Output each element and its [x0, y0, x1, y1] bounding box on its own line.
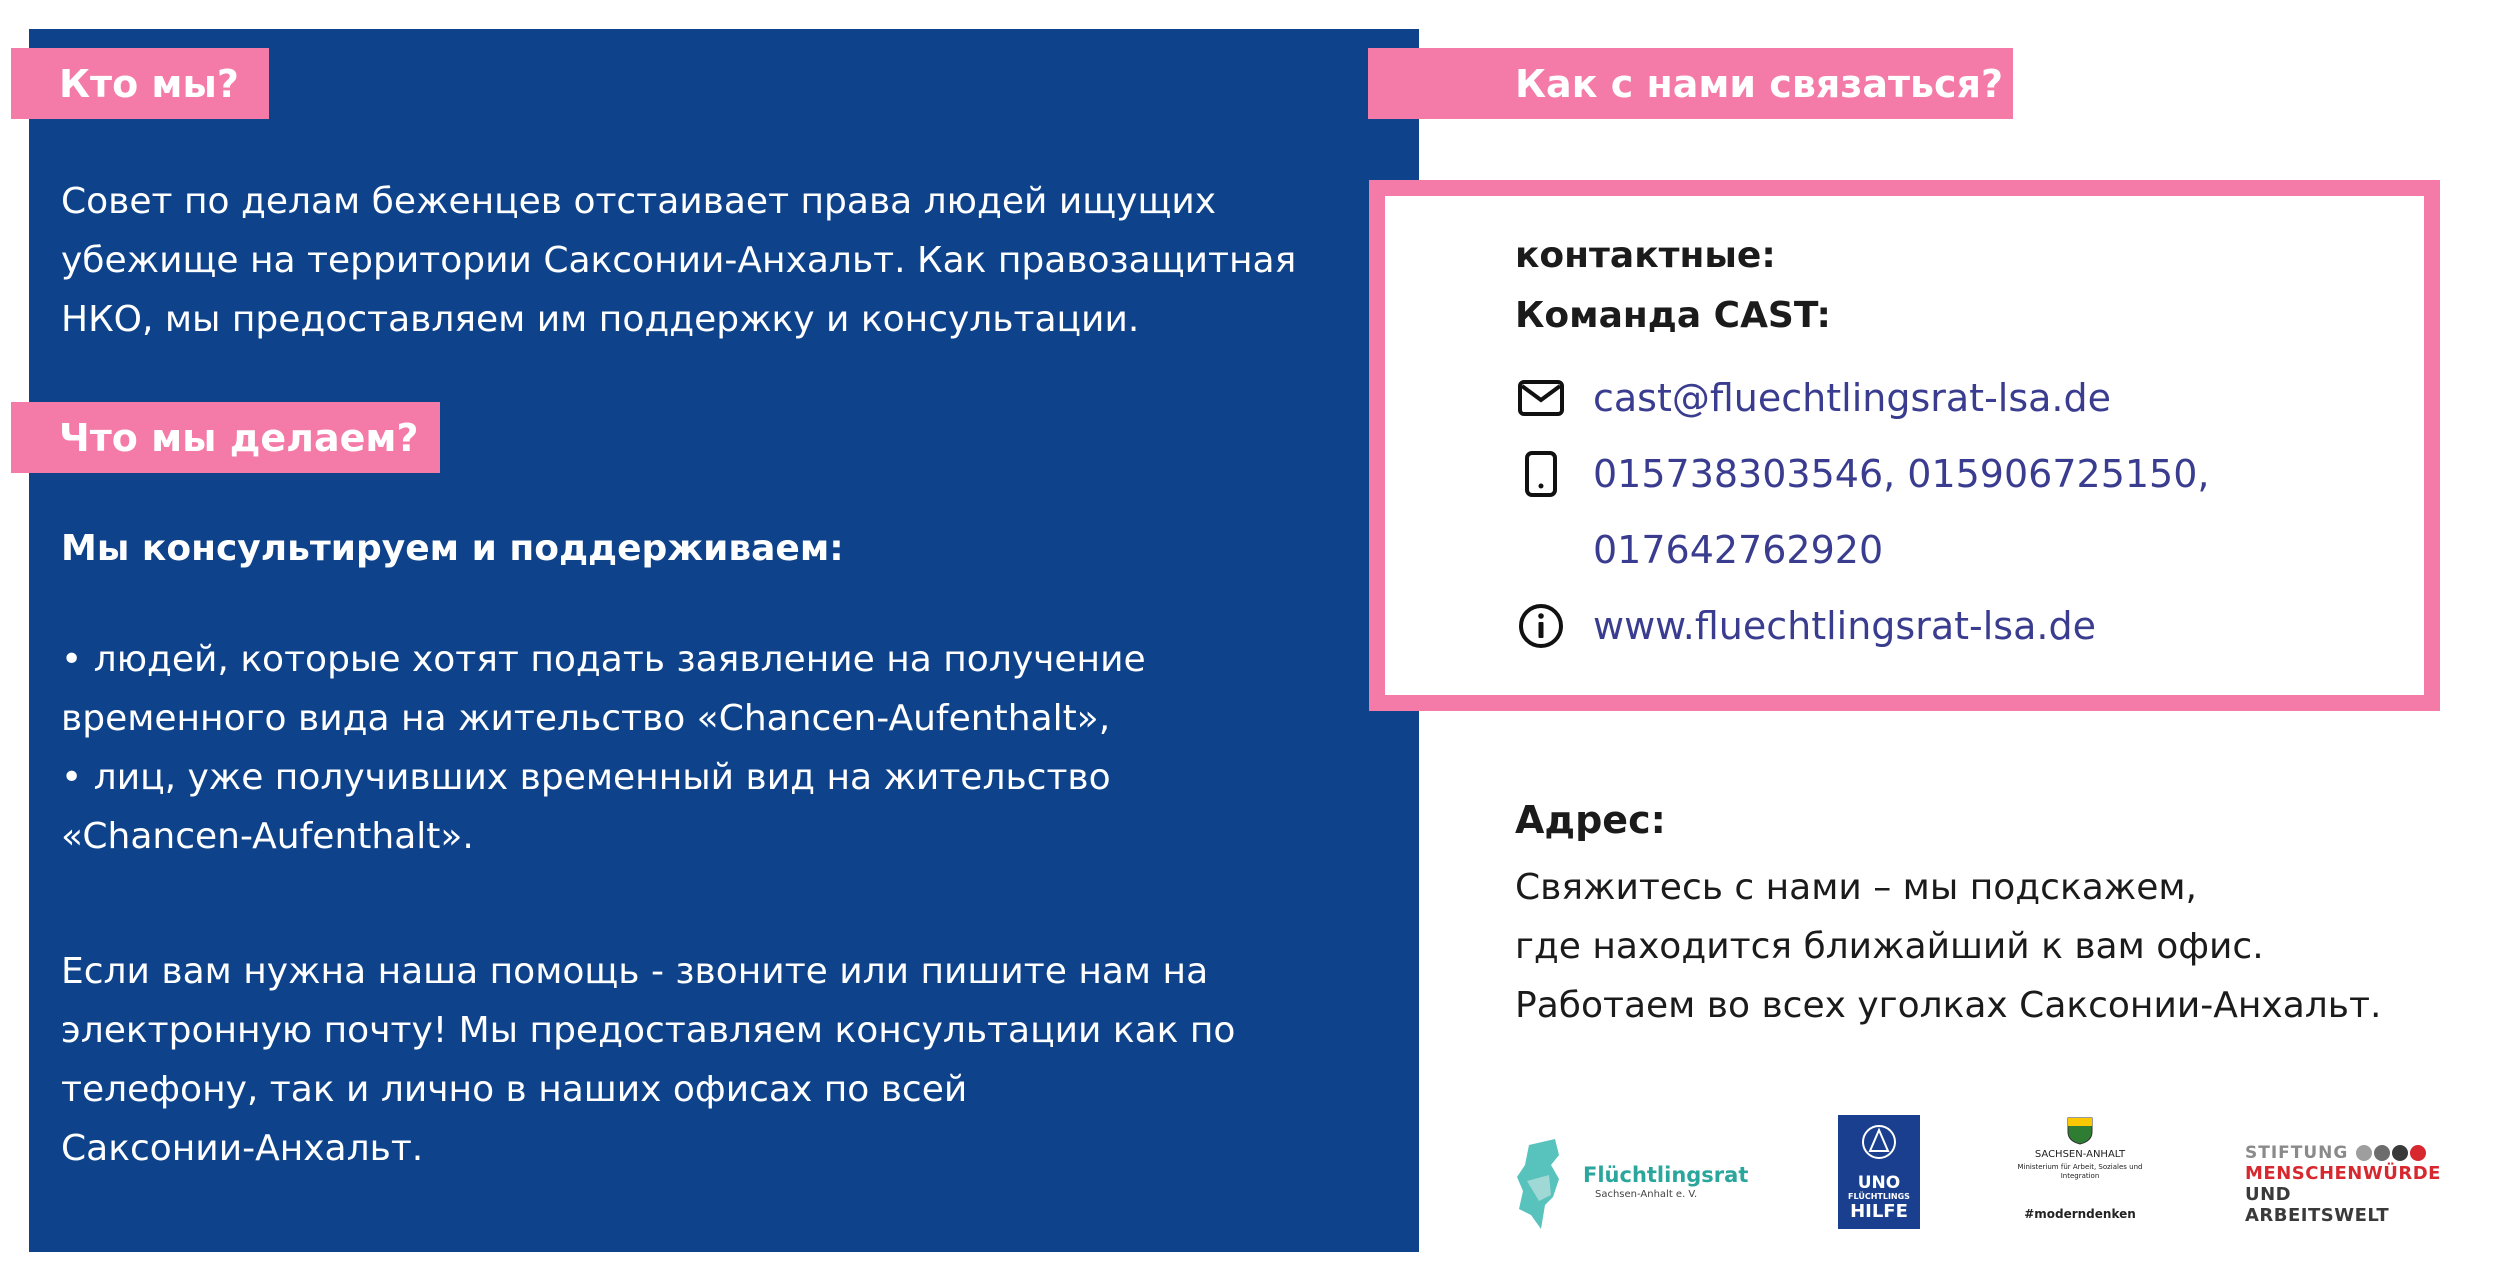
address-heading: Адрес: — [1515, 798, 1666, 842]
partner-logos — [1515, 1115, 2440, 1240]
what-we-do-heading: Что мы делаем? — [11, 402, 440, 473]
who-we-are-heading: Кто мы? — [11, 48, 269, 119]
fluechtlingsrat-name: Flüchtlingsrat — [1583, 1163, 1749, 1187]
text-line: Свяжитесь с нами – мы подскажем, — [1515, 867, 2197, 908]
services-heading: Мы консультируем и поддерживаем: — [61, 528, 844, 569]
services-list — [61, 630, 1391, 866]
uno-line1: UNO — [1857, 1173, 1901, 1193]
text-line: убежище на территории Саксонии-Анхальт. Как правозащитная — [61, 240, 1297, 281]
text-line: телефону, так и лично в наших офисах по всей — [61, 1069, 968, 1110]
website-row — [1515, 596, 2096, 656]
hashtag: #moderndenken — [2024, 1207, 2136, 1221]
team-label: Команда CAST: — [1515, 295, 1831, 336]
text-line: НКО, мы предоставляем им поддержку и консультации. — [61, 299, 1140, 340]
ministry-name: Ministerium für Arbeit, Soziales und Integration — [2017, 1163, 2143, 1180]
website-link[interactable]: www.fluechtlingsrat-lsa.de — [1593, 604, 2096, 648]
phone-icon — [1515, 448, 1567, 500]
phone-link[interactable]: 017642762920 — [1593, 528, 1884, 572]
contact-heading: Как с нами связаться? — [1368, 48, 2013, 119]
address-text — [1515, 858, 2381, 1035]
contacts-label: контактные: — [1515, 235, 1776, 276]
email-link[interactable]: cast@fluechtlingsrat-lsa.de — [1593, 376, 2112, 420]
uno-fluechtlingshilfe-logo — [1838, 1115, 1920, 1229]
text-line: • лиц, уже получивших временный вид на жительство — [61, 757, 1111, 798]
stiftung-word: STIFTUNG — [2245, 1143, 2349, 1163]
text-line: Работаем во всех уголках Саксонии-Анхальт. — [1515, 985, 2382, 1026]
text-line: электронную почту! Мы предоставляем консультации как по — [61, 1010, 1236, 1051]
sachsen-anhalt-name: SACHSEN-ANHALT — [2034, 1149, 2126, 1160]
who-we-are-text — [61, 172, 1391, 349]
stiftung-line3: UND ARBEITSWELT — [2245, 1184, 2390, 1226]
stiftung-logo — [2245, 1143, 2441, 1226]
uno-line3: HILFE — [1850, 1201, 1908, 1222]
phone-row — [1515, 444, 2209, 504]
phone-link[interactable]: 015738303546, 015906725150, — [1593, 452, 2210, 496]
text-line: «Chancen-Aufenthalt». — [61, 816, 474, 857]
text-line: Совет по делам беженцев отстаивает права людей ищущих — [61, 181, 1217, 222]
sachsen-anhalt-logo — [2015, 1115, 2145, 1240]
text-line: Если вам нужна наша помощь - звоните или пишите нам на — [61, 951, 1209, 992]
help-text — [61, 942, 1391, 1178]
email-row — [1515, 368, 2111, 428]
text-line: временного вида на жительство «Chancen-Aufenthalt», — [61, 698, 1111, 739]
phone-row-continued — [1593, 520, 1883, 580]
stiftung-line1 — [2245, 1143, 2440, 1163]
uno-line2: FLÜCHTLINGS — [1848, 1192, 1910, 1201]
info-icon — [1515, 600, 1567, 652]
text-line: • людей, которые хотят подать заявление на получение — [61, 639, 1146, 680]
stiftung-line2: MENSCHENWÜRDE — [2245, 1163, 2441, 1184]
stiftung-dots-icon — [2354, 1145, 2426, 1161]
fluechtlingsrat-logo — [1515, 1135, 1749, 1235]
fluechtlingsrat-sub: Sachsen-Anhalt e. V. — [1595, 1189, 1698, 1200]
mail-icon — [1515, 372, 1567, 424]
text-line: где находится ближайший к вам офис. — [1515, 926, 2264, 967]
text-line: Саксонии-Анхальт. — [61, 1128, 424, 1169]
